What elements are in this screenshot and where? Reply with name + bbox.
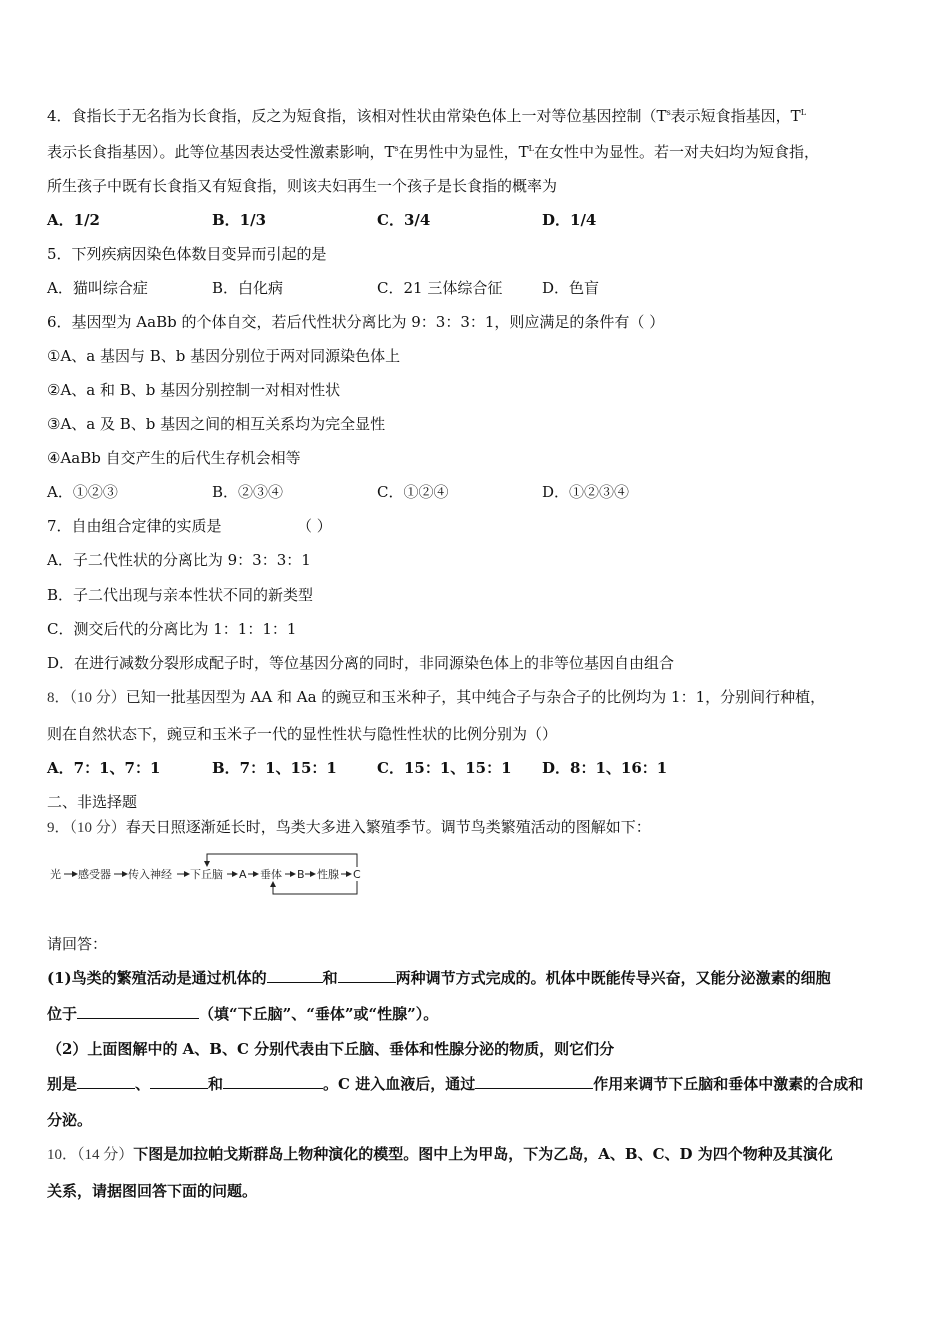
blank-3[interactable]: [77, 1004, 199, 1019]
q9-part2-line2: 别是 、 和 。C 进入血液后，通过 作用来调节下丘脑和垂体中激素的合成和: [47, 1075, 864, 1093]
q6-option-d[interactable]: D．①②③④: [542, 483, 630, 501]
diagram-pituitary: 垂体: [260, 868, 282, 881]
q10-line-1: 10．（14 分）下图是加拉帕戈斯群岛上物种演化的模型。图中上为甲岛，下为乙岛，A、B、C、D 为四个物种及其演化: [47, 1145, 833, 1163]
q8-line-2: 则在自然状态下，豌豆和玉米子一代的显性性状与隐性性状的比例分别为（）: [47, 725, 558, 743]
diagram-a: A: [239, 868, 247, 881]
q6-condition-1: ①A、a 基因与 B、b 基因分别位于两对同源染色体上: [47, 347, 401, 365]
q4-line-2: 表示长食指基因）。此等位基因表达受性激素影响，$T^s$在男性中为显性，$T^L$在女性中为显性。若一对夫妇均为短食指，: [47, 143, 819, 161]
diagram-c: C: [353, 868, 361, 881]
q8-line-1: 8．（10 分）已知一批基因型为 AA 和 Aa 的豌豆和玉米种子，其中纯合子与杂合子的比例均为 1：1，分别间行种植，: [47, 688, 826, 706]
diagram-b: B: [297, 868, 305, 881]
q5-option-a[interactable]: A．猫叫综合症: [47, 279, 148, 297]
q9-part2-line1: （2）上面图解中的 A、B、C 分别代表由下丘脑、垂体和性腺分泌的物质，则它们分: [47, 1040, 615, 1058]
blank-2[interactable]: [338, 968, 396, 983]
blank-7[interactable]: [475, 1074, 593, 1089]
q9-part1-line1: (1)鸟类的繁殖活动是通过机体的 和 两种调节方式完成的。机体中既能传导兴奋，又能分泌激素的细胞: [47, 969, 831, 987]
q9-part2-line3: 分泌。: [47, 1111, 93, 1129]
q4-option-a[interactable]: A．1/2: [47, 211, 100, 229]
diagram-gonad: 性腺: [317, 868, 339, 881]
q8-option-c[interactable]: C．15：1、15：1: [377, 759, 512, 777]
q8-option-a[interactable]: A．7：1、7：1: [47, 759, 161, 777]
diagram-receptor: 感受器: [78, 868, 111, 881]
q9-part1-line2: 位于 （填“下丘脑”、“垂体”或“性腺”）。: [47, 1005, 439, 1023]
q6-stem: 6．基因型为 AaBb 的个体自交，若后代性状分离比为 9：3：3：1，则应满足的条件有（ ）: [47, 313, 665, 331]
blank-6[interactable]: [223, 1074, 323, 1089]
q7-option-c[interactable]: C．测交后代的分离比为 1：1：1：1: [47, 620, 297, 638]
section-heading: 二、非选择题: [47, 793, 138, 811]
q9-ask: 请回答：: [47, 935, 108, 953]
blank-5[interactable]: [150, 1074, 208, 1089]
regulation-diagram: [47, 848, 387, 900]
q6-condition-3: ③A、a 及 B、b 基因之间的相互关系均为完全显性: [47, 415, 386, 433]
blank-1[interactable]: [267, 968, 323, 983]
q7-option-d[interactable]: D．在进行减数分裂形成配子时，等位基因分离的同时，非同源染色体上的非等位基因自由组合: [47, 654, 675, 672]
q4-line-1: 4．食指长于无名指为长食指，反之为短食指，该相对性状由常染色体上一对等位基因控制（$T^s$表示短食指基因，$T^L$: [47, 107, 806, 125]
diagram-light: 光: [50, 868, 61, 881]
q4-option-b[interactable]: B．1/3: [212, 211, 267, 229]
q7-stem: 7．自由组合定律的实质是: [47, 517, 222, 535]
q4-option-c[interactable]: C．3/4: [377, 211, 431, 229]
q7-option-b[interactable]: B．子二代出现与亲本性状不同的新类型: [47, 586, 314, 604]
q7-option-a[interactable]: A．子二代性状的分离比为 9：3：3：1: [47, 551, 311, 569]
q9-stem-line: 9．（10 分）春天日照逐渐延长时，鸟类大多进入繁殖季节。调节鸟类繁殖活动的图解如下：: [47, 818, 651, 836]
q6-option-a[interactable]: A．①②③: [47, 483, 118, 501]
q8-option-b[interactable]: B．7：1、15：1: [212, 759, 337, 777]
diagram-afferent-nerve: 传入神经: [128, 868, 172, 881]
q4-line-3: 所生孩子中既有长食指又有短食指，则该夫妇再生一个孩子是长食指的概率为: [47, 177, 558, 195]
q4-option-d[interactable]: D．1/4: [542, 211, 597, 229]
diagram-hypothalamus: 下丘脑: [190, 868, 223, 881]
q6-option-c[interactable]: C．①②④: [377, 483, 449, 501]
q8-option-d[interactable]: D．8：1、16：1: [542, 759, 668, 777]
q6-option-b[interactable]: B．②③④: [212, 483, 284, 501]
q10-number: 10．（14 分）: [47, 1147, 134, 1163]
q7-stem-line: [47, 516, 910, 536]
q6-condition-2: ②A、a 和 B、b 基因分别控制一对相对性状: [47, 381, 341, 399]
q9-number: 9．（10 分）: [47, 820, 126, 836]
q10-line-2: 关系，请据图回答下面的问题。: [47, 1182, 258, 1200]
q5-stem: 5．下列疾病因染色体数目变异而引起的是: [47, 245, 327, 263]
q7-paren: （ ）: [297, 517, 332, 535]
q6-condition-4: ④AaBb 自交产生的后代生存机会相等: [47, 449, 301, 467]
q8-number: 8．（10 分）: [47, 690, 126, 706]
blank-4[interactable]: [77, 1074, 135, 1089]
q5-option-c[interactable]: C．21 三体综合征: [377, 279, 503, 297]
q5-option-b[interactable]: B．白化病: [212, 279, 284, 297]
q5-option-d[interactable]: D．色盲: [542, 279, 600, 297]
